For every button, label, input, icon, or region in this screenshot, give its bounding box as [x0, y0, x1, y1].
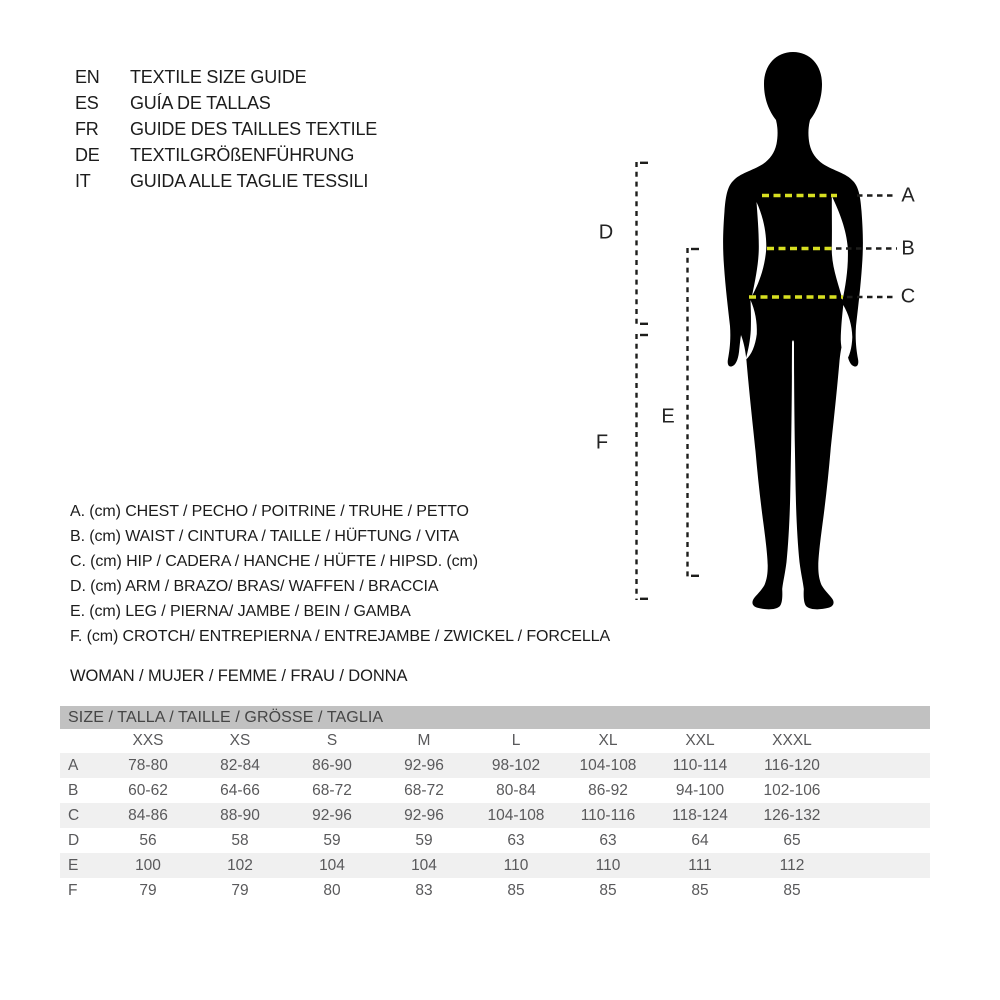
figure-label-hip: C — [900, 285, 916, 308]
cell-f-s: 80 — [323, 881, 341, 899]
size-col-headers — [60, 729, 930, 753]
cell-c-xs: 88-90 — [220, 806, 260, 824]
col-header-s: S — [286, 729, 378, 753]
legend-line: D. (cm) ARM / BRAZO/ BRAS/ WAFFEN / BRACCIA — [70, 577, 439, 595]
row-label-d: D — [68, 831, 80, 849]
cell-a-xxs: 78-80 — [128, 756, 168, 774]
cell-e-xxl: 111 — [688, 856, 712, 874]
language-title: GUIDA ALLE TAGLIE TESSILI — [130, 170, 369, 191]
size-table-header-bar — [60, 706, 930, 729]
cell-d-m: 59 — [415, 831, 433, 849]
figure-label-chest: A — [901, 184, 915, 207]
size-row-a — [60, 753, 930, 778]
language-code: EN — [75, 66, 100, 87]
cell-d-xs: 58 — [231, 831, 249, 849]
cell-filler — [838, 878, 930, 903]
cell-filler — [838, 853, 930, 878]
col-header-m: M — [378, 729, 470, 753]
cell-c-xxxl: 126-132 — [763, 806, 821, 824]
col-header-xxxl: XXXL — [746, 729, 838, 753]
cell-b-xl: 86-92 — [588, 781, 628, 799]
cell-b-l: 80-84 — [496, 781, 536, 799]
language-title: TEXTILGRÖßENFÜHRUNG — [130, 144, 355, 165]
language-code: FR — [75, 118, 99, 139]
col-header-xxl: XXL — [654, 729, 746, 753]
row-label-column-header — [60, 729, 102, 753]
size-row-b — [60, 778, 930, 803]
cell-b-m: 68-72 — [404, 781, 444, 799]
cell-e-xl: 110 — [595, 856, 621, 874]
col-header-xxs: XXS — [102, 729, 194, 753]
cell-e-xxxl: 112 — [779, 856, 805, 874]
col-header-filler — [838, 729, 930, 753]
cell-f-m: 83 — [415, 881, 433, 899]
cell-b-xs: 64-66 — [220, 781, 260, 799]
language-row — [75, 90, 377, 116]
cell-a-xs: 82-84 — [220, 756, 260, 774]
size-row-f — [60, 878, 930, 903]
row-label-a: A — [68, 756, 79, 774]
cell-f-l: 85 — [507, 881, 525, 899]
cell-c-xxl: 118-124 — [672, 806, 728, 824]
cell-filler — [838, 828, 930, 853]
row-label-e: E — [68, 856, 79, 874]
cell-a-xxl: 110-114 — [672, 756, 728, 774]
cell-c-m: 92-96 — [404, 806, 444, 824]
woman-silhouette — [718, 46, 868, 616]
cell-e-m: 104 — [411, 856, 437, 874]
cell-filler — [838, 778, 930, 803]
col-header-l: L — [470, 729, 562, 753]
row-label-f: F — [68, 881, 78, 899]
language-code: DE — [75, 144, 100, 165]
size-table-body — [60, 753, 930, 903]
cell-b-xxs: 60-62 — [128, 781, 168, 799]
legend-line: E. (cm) LEG / PIERNA/ JAMBE / BEIN / GAMBA — [70, 602, 411, 620]
cell-a-xxxl: 116-120 — [764, 756, 820, 774]
cell-b-s: 68-72 — [312, 781, 352, 799]
legend-line: A. (cm) CHEST / PECHO / POITRINE / TRUHE / PETTO — [70, 502, 469, 520]
cell-e-xs: 102 — [227, 856, 253, 874]
cell-f-xxxl: 85 — [783, 881, 801, 899]
language-row — [75, 168, 377, 194]
language-title-list — [75, 64, 377, 194]
size-table — [60, 706, 930, 903]
row-label-c: C — [68, 806, 80, 824]
cell-filler — [838, 803, 930, 828]
legend-line: B. (cm) WAIST / CINTURA / TAILLE / HÜFTUNG / VITA — [70, 527, 459, 545]
language-title: GUIDE DES TAILLES TEXTILE — [130, 118, 378, 139]
language-row — [75, 142, 377, 168]
cell-f-xs: 79 — [231, 881, 249, 899]
cell-e-l: 110 — [503, 856, 529, 874]
cell-d-xxs: 56 — [139, 831, 157, 849]
cell-a-xl: 104-108 — [579, 756, 637, 774]
figure-label-crotch: F — [595, 431, 609, 454]
cell-f-xxl: 85 — [691, 881, 709, 899]
cell-a-s: 86-90 — [312, 756, 352, 774]
language-row — [75, 64, 377, 90]
gender-section-title: WOMAN / MUJER / FEMME / FRAU / DONNA — [70, 667, 408, 685]
legend-line: F. (cm) CROTCH/ ENTREPIERNA / ENTREJAMBE / ZWICKEL / FORCELLA — [70, 627, 611, 645]
cell-d-xxl: 64 — [691, 831, 709, 849]
cell-d-l: 63 — [507, 831, 525, 849]
size-table-title: SIZE / TALLA / TAILLE / GRÖSSE / TAGLIA — [60, 706, 930, 729]
cell-filler — [838, 753, 930, 778]
cell-c-xxs: 84-86 — [128, 806, 168, 824]
cell-c-l: 104-108 — [487, 806, 545, 824]
cell-e-xxs: 100 — [135, 856, 161, 874]
size-row-e — [60, 853, 930, 878]
cell-a-m: 92-96 — [404, 756, 444, 774]
language-row — [75, 116, 377, 142]
row-label-b: B — [68, 781, 79, 799]
cell-d-xl: 63 — [599, 831, 617, 849]
col-header-xs: XS — [194, 729, 286, 753]
language-code: ES — [75, 92, 99, 113]
cell-f-xxs: 79 — [139, 881, 157, 899]
language-title: GUÍA DE TALLAS — [130, 92, 271, 113]
cell-a-l: 98-102 — [491, 756, 541, 774]
size-row-c — [60, 803, 930, 828]
cell-b-xxxl: 102-106 — [763, 781, 821, 799]
measurement-legend — [70, 499, 610, 649]
cell-f-xl: 85 — [599, 881, 617, 899]
figure-label-arm: D — [598, 221, 614, 244]
cell-e-s: 104 — [319, 856, 345, 874]
cell-d-xxxl: 65 — [783, 831, 801, 849]
figure-label-waist: B — [901, 237, 915, 260]
language-title: TEXTILE SIZE GUIDE — [130, 66, 307, 87]
language-code: IT — [75, 170, 91, 191]
col-header-xl: XL — [562, 729, 654, 753]
cell-b-xxl: 94-100 — [675, 781, 725, 799]
legend-line: C. (cm) HIP / CADERA / HANCHE / HÜFTE / HIPSD. (cm) — [70, 552, 478, 570]
figure-label-leg: E — [661, 405, 675, 428]
cell-c-s: 92-96 — [312, 806, 352, 824]
size-row-d — [60, 828, 930, 853]
cell-d-s: 59 — [323, 831, 341, 849]
cell-c-xl: 110-116 — [580, 806, 636, 824]
